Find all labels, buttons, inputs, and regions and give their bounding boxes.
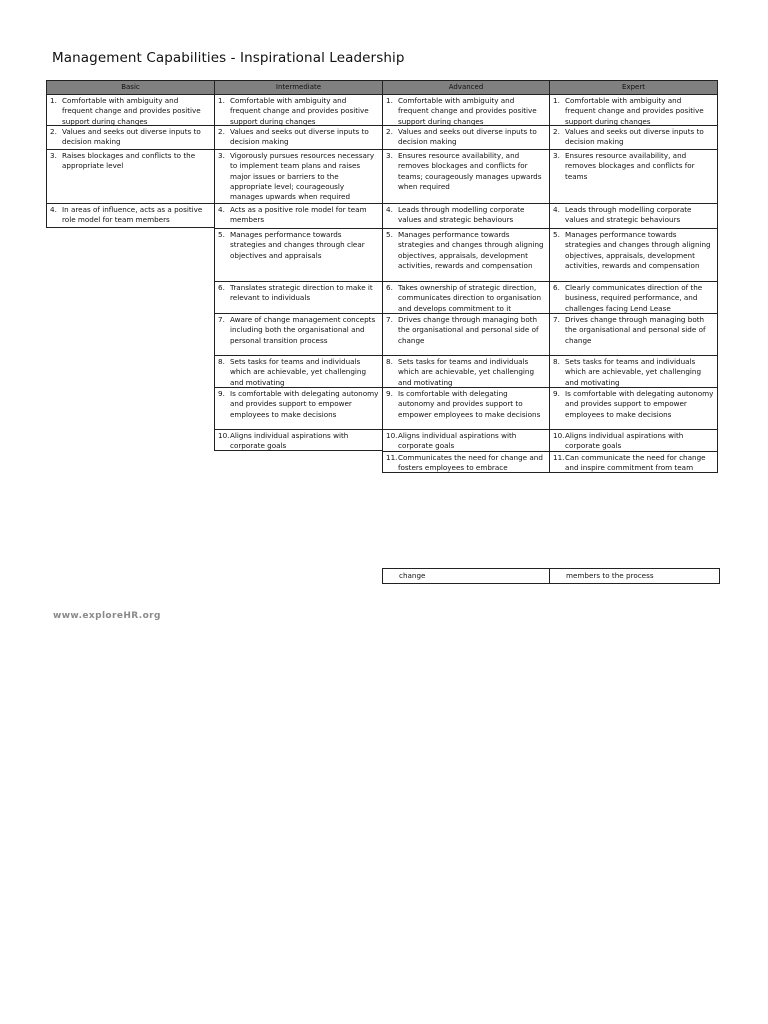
column-header-basic: Basic: [46, 80, 214, 94]
table-cell: [549, 451, 718, 473]
item-text: Drives change through managing both the organisational and personal side of change: [398, 315, 539, 345]
item-text: Values and seeks out diverse inputs to decision making: [398, 127, 537, 147]
table-cell: [214, 203, 382, 228]
item-text: Is comfortable with delegating autonomy and provides support to empower employees to make decisions: [398, 389, 541, 419]
item-text: Is comfortable with delegating autonomy and provides support to empower employees to make decisions: [565, 389, 714, 419]
item-text: Can communicate the need for change and inspire commitment from team: [565, 453, 706, 473]
item-text: Manages performance towards strategies and changes through aligning objectives, appraisals, development activities, rewards and compensation: [565, 230, 711, 270]
table-cell: [382, 94, 549, 125]
continuation-text: change: [399, 571, 426, 580]
item-number: 11.: [553, 453, 565, 462]
item-number: 8.: [218, 357, 225, 366]
table-cell: [46, 149, 214, 203]
table-cell: [382, 125, 549, 149]
item-text: Values and seeks out diverse inputs to decision making: [230, 127, 369, 147]
item-number: 5.: [218, 230, 225, 239]
item-number: 10.: [386, 431, 398, 440]
empty-cell: [214, 451, 382, 473]
empty-cell: [46, 281, 214, 313]
item-text: Clearly communicates direction of the business, required performance, and challenges facing Lend Lease: [565, 283, 703, 313]
table-cell: [549, 313, 718, 355]
table-cell: [549, 387, 718, 429]
item-number: 10.: [218, 431, 230, 440]
item-text: Leads through modelling corporate values and strategic behaviours: [565, 205, 692, 225]
item-text: Manages performance towards strategies and changes through aligning objectives, appraisals, development activities, rewards and compensation: [398, 230, 544, 270]
item-text: Aware of change management concepts including both the organisational and personal transition process: [230, 315, 376, 345]
item-number: 3.: [218, 151, 225, 160]
item-text: Sets tasks for teams and individuals which are achievable, yet challenging and motivating: [565, 357, 702, 387]
item-number: 5.: [553, 230, 560, 239]
item-number: 10.: [553, 431, 565, 440]
item-number: 8.: [386, 357, 393, 366]
empty-cell: [46, 387, 214, 429]
item-text: Values and seeks out diverse inputs to decision making: [62, 127, 201, 147]
item-text: Raises blockages and conflicts to the appropriate level: [62, 151, 196, 171]
item-text: Takes ownership of strategic direction, communicates direction to organisation and develops commitment to it: [398, 283, 542, 313]
item-text: Sets tasks for teams and individuals which are achievable, yet challenging and motivating: [230, 357, 367, 387]
continuation-text: members to the process: [566, 571, 654, 580]
page-title: Management Capabilities - Inspirational Leadership: [52, 50, 405, 66]
table-cell: [382, 429, 549, 451]
item-number: 2.: [553, 127, 560, 136]
item-text: Communicates the need for change and fosters employees to embrace: [398, 453, 543, 473]
item-number: 1.: [386, 96, 393, 105]
item-number: 6.: [553, 283, 560, 292]
table-cell: [549, 429, 718, 451]
item-number: 7.: [218, 315, 225, 324]
item-text: In areas of influence, acts as a positive role model for team members: [62, 205, 203, 225]
column-header-advanced: Advanced: [382, 80, 549, 94]
table-cell: [549, 355, 718, 387]
item-number: 9.: [386, 389, 393, 398]
item-text: Leads through modelling corporate values and strategic behaviours: [398, 205, 525, 225]
footer-link[interactable]: www.exploreHR.org: [53, 611, 161, 621]
item-number: 4.: [218, 205, 225, 214]
item-text: Comfortable with ambiguity and frequent change and provides positive support during changes: [565, 96, 704, 125]
item-text: Comfortable with ambiguity and frequent change and provides positive support during changes: [62, 96, 201, 125]
table-cell: [549, 149, 718, 203]
item-number: 7.: [553, 315, 560, 324]
empty-cell: [46, 429, 214, 451]
item-number: 7.: [386, 315, 393, 324]
table-cell: [382, 355, 549, 387]
table-cell: [382, 281, 549, 313]
item-text: Is comfortable with delegating autonomy and provides support to empower employees to make decisions: [230, 389, 379, 419]
item-number: 2.: [386, 127, 393, 136]
capabilities-table: [46, 80, 720, 473]
item-text: Aligns individual aspirations with corporate goals: [230, 431, 349, 451]
table-cell: [549, 203, 718, 228]
item-number: 1.: [218, 96, 225, 105]
empty-cell: [46, 228, 214, 281]
item-number: 3.: [553, 151, 560, 160]
item-text: Aligns individual aspirations with corporate goals: [398, 431, 517, 451]
empty-cell: [46, 355, 214, 387]
item-text: Comfortable with ambiguity and frequent change and provides positive support during changes: [398, 96, 537, 125]
table-cell: [214, 94, 382, 125]
table-cell: [214, 313, 382, 355]
table-cell: [214, 149, 382, 203]
continuation-cell-expert: [549, 568, 720, 584]
item-number: 4.: [553, 205, 560, 214]
table-cell: [214, 281, 382, 313]
item-number: 11.: [386, 453, 398, 462]
table-cell: [382, 387, 549, 429]
empty-cell: [46, 451, 214, 473]
table-cell: [214, 355, 382, 387]
table-cell: [214, 228, 382, 281]
empty-cell: [46, 313, 214, 355]
item-number: 3.: [386, 151, 393, 160]
table-cell: [382, 313, 549, 355]
item-number: 9.: [553, 389, 560, 398]
table-cell: [382, 149, 549, 203]
item-number: 8.: [553, 357, 560, 366]
table-cell: [382, 228, 549, 281]
table-cell: [214, 387, 382, 429]
item-number: 6.: [386, 283, 393, 292]
continuation-cell-advanced: [382, 568, 550, 584]
table-cell: [549, 94, 718, 125]
table-cell: [46, 94, 214, 125]
item-text: Translates strategic direction to make it relevant to individuals: [230, 283, 373, 303]
item-text: Ensures resource availability, and removes blockages and conflicts for teams; courageously manages upwards when required: [398, 151, 542, 191]
item-number: 3.: [50, 151, 57, 160]
table-cell: [549, 281, 718, 313]
item-number: 1.: [553, 96, 560, 105]
item-text: Ensures resource availability, and removes blockages and conflicts for teams: [565, 151, 695, 181]
item-number: 6.: [218, 283, 225, 292]
item-text: Aligns individual aspirations with corporate goals: [565, 431, 684, 451]
item-number: 2.: [50, 127, 57, 136]
item-text: Sets tasks for teams and individuals which are achievable, yet challenging and motivating: [398, 357, 535, 387]
table-cell: [382, 451, 549, 473]
item-text: Values and seeks out diverse inputs to decision making: [565, 127, 704, 147]
column-header-expert: Expert: [549, 80, 718, 94]
item-text: Manages performance towards strategies and changes through clear objectives and appraisals: [230, 230, 365, 260]
item-number: 2.: [218, 127, 225, 136]
item-number: 5.: [386, 230, 393, 239]
table-cell: [382, 203, 549, 228]
column-header-intermediate: Intermediate: [214, 80, 382, 94]
item-number: 1.: [50, 96, 57, 105]
item-text: Vigorously pursues resources necessary to implement team plans and raises major issues or barriers to the appropriate level; courageously manages upwards when required: [230, 151, 375, 202]
item-text: Drives change through managing both the organisational and personal side of change: [565, 315, 706, 345]
table-cell: [214, 125, 382, 149]
table-cell: [214, 429, 382, 451]
item-text: Acts as a positive role model for team members: [230, 205, 367, 225]
item-number: 9.: [218, 389, 225, 398]
table-cell: [46, 203, 214, 228]
item-number: 4.: [50, 205, 57, 214]
table-cell: [549, 228, 718, 281]
item-text: Comfortable with ambiguity and frequent change and provides positive support during changes: [230, 96, 369, 125]
table-cell: [46, 125, 214, 149]
item-number: 4.: [386, 205, 393, 214]
table-cell: [549, 125, 718, 149]
